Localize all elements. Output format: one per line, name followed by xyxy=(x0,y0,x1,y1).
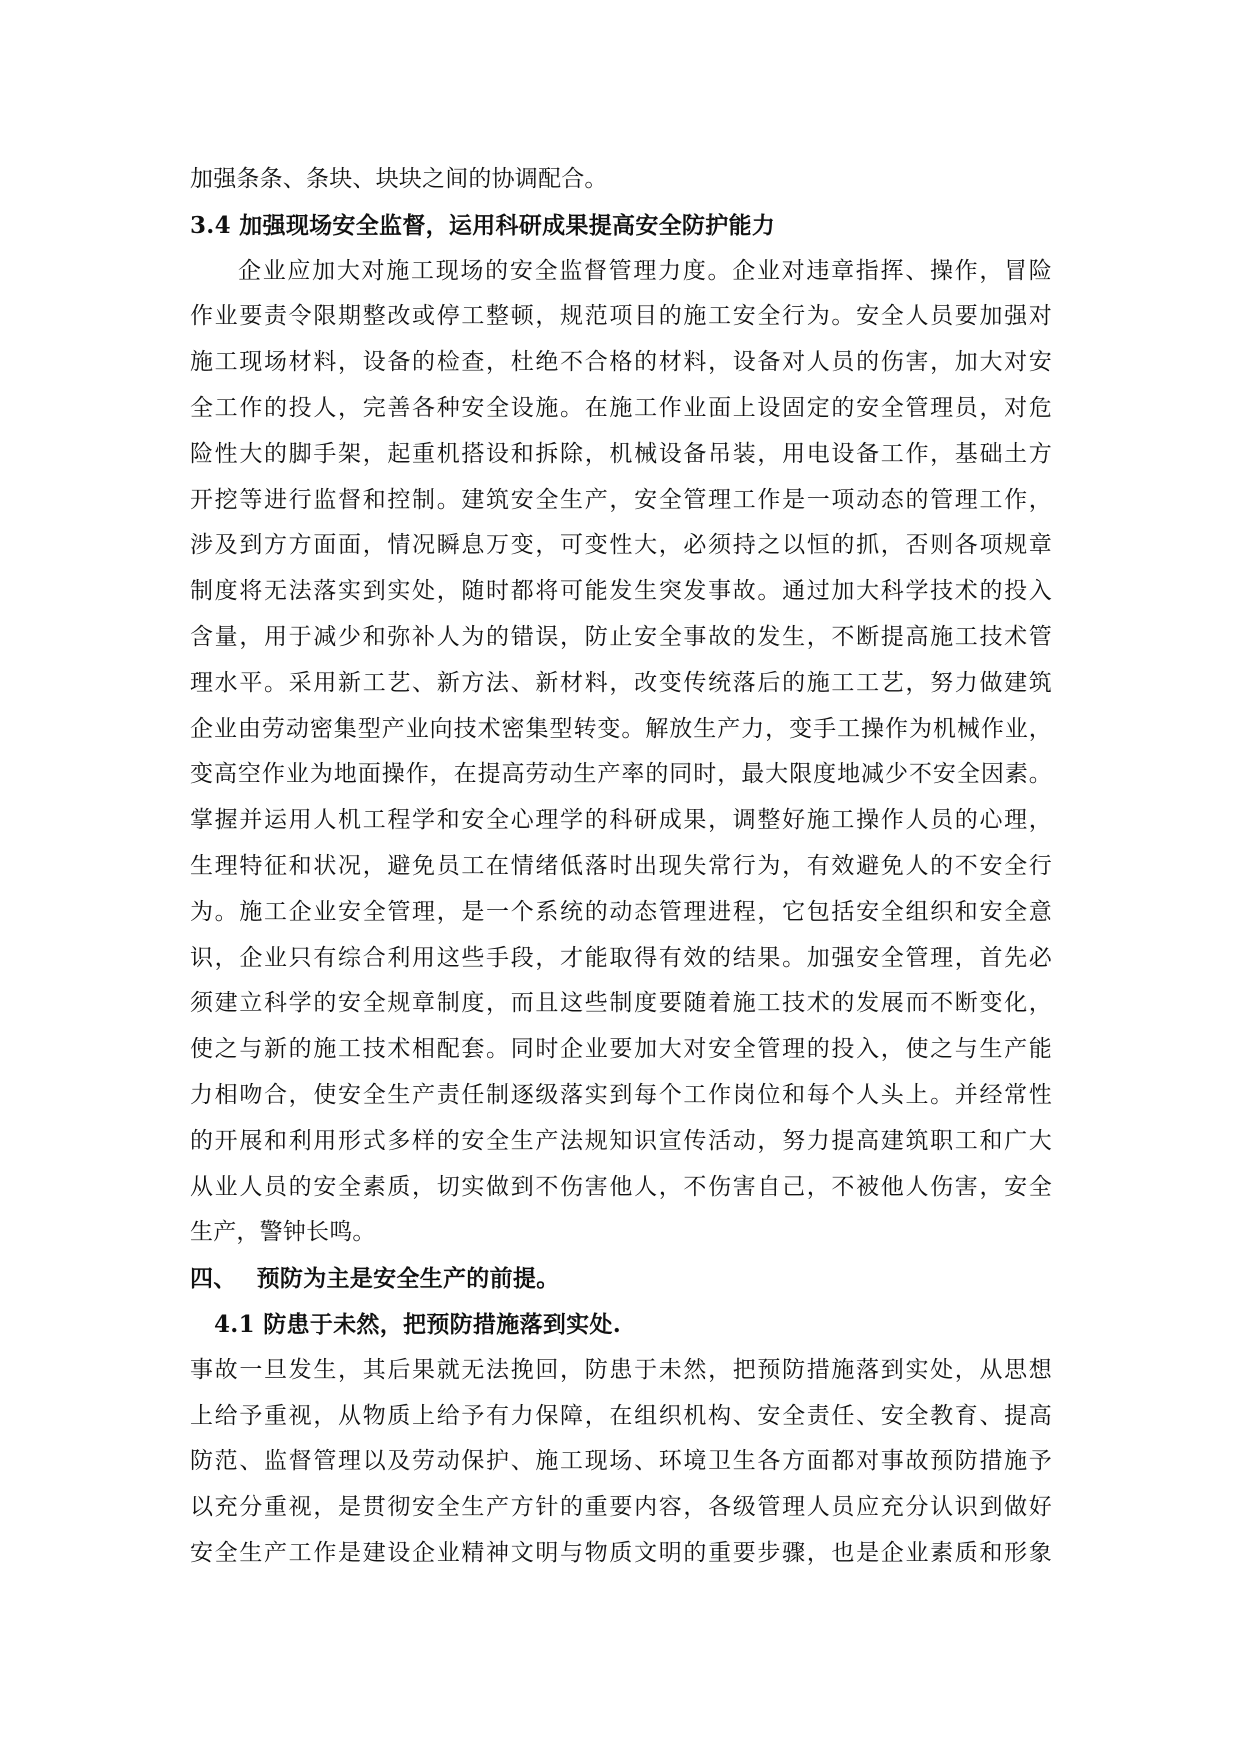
paragraph-line: 上给予重视，从物质上给予有力保障，在组织机构、安全责任、安全教育、提高 xyxy=(190,1402,1052,1429)
paragraph-line: 险性大的脚手架，起重机搭设和拆除，机械设备吊装，用电设备工作，基础土方 xyxy=(190,440,1052,467)
section-number: 四、 xyxy=(190,1265,237,1293)
paragraph-line: 从业人员的安全素质，切实做到不伤害他人，不伤害自己，不被他人伤害，安全 xyxy=(190,1173,1052,1200)
paragraph-line: 事故一旦发生，其后果就无法挽回，防患于未然，把预防措施落到实处，从思想 xyxy=(190,1356,1052,1383)
paragraph-line: 使之与新的施工技术相配套。同时企业要加大对安全管理的投入，使之与生产能 xyxy=(190,1036,1052,1063)
paragraph-line: 防范、监督管理以及劳动保护、施工现场、环境卫生各方面都对事故预防措施予 xyxy=(190,1448,1052,1475)
paragraph-line: 掌握并运用人机工程学和安全心理学的科研成果，调整好施工操作人员的心理， xyxy=(190,807,1052,834)
paragraph-line: 变高空作业为地面操作，在提高劳动生产率的同时，最大限度地减少不安全因素。 xyxy=(190,761,1052,788)
paragraph-line: 涉及到方方面面，情况瞬息万变，可变性大，必须持之以恒的抓，否则各项规章 xyxy=(190,532,1052,559)
section-heading-3-4: 3.4 加强现场安全监督，运用科研成果提高安全防护能力 xyxy=(190,211,776,239)
section-4-1-paragraph xyxy=(190,1348,1052,1577)
section-heading-4-1: 4.1 防患于未然，把预防措施落到实处. xyxy=(214,1310,622,1338)
section-heading-4 xyxy=(190,1256,1052,1302)
section-3-4-paragraph xyxy=(190,249,1052,1257)
paragraph-line: 作业要责令限期整改或停工整顿，规范项目的施工安全行为。安全人员要加强对 xyxy=(190,303,1052,330)
paragraph-line: 加强条条、条块、块块之间的协调配合。 xyxy=(190,166,608,192)
paragraph-line: 为。施工企业安全管理，是一个系统的动态管理进程，它包括安全组织和安全意 xyxy=(190,898,1052,925)
section-title: 预防为主是安全生产的前提。 xyxy=(256,1265,560,1293)
paragraph-line: 企业应加大对施工现场的安全监督管理力度。企业对违章指挥、操作，冒险 xyxy=(238,257,1052,284)
paragraph-line: 生产，警钟长鸣。 xyxy=(190,1219,376,1246)
paragraph-line: 识，企业只有综合利用这些手段，才能取得有效的结果。加强安全管理，首先必 xyxy=(190,944,1052,971)
document-page xyxy=(190,157,1052,1577)
paragraph-line: 理水平。采用新工艺、新方法、新材料，改变传统落后的施工工艺，努力做建筑 xyxy=(190,669,1052,696)
paragraph-line: 须建立科学的安全规章制度，而且这些制度要随着施工技术的发展而不断变化， xyxy=(190,990,1052,1017)
paragraph-line: 以充分重视，是贯彻安全生产方针的重要内容，各级管理人员应充分认识到做好 xyxy=(190,1494,1052,1521)
paragraph-line: 力相吻合，使安全生产责任制逐级落实到每个工作岗位和每个人头上。并经常性 xyxy=(190,1081,1052,1108)
paragraph-line: 安全生产工作是建设企业精神文明与物质文明的重要步骤，也是企业素质和形象 xyxy=(190,1539,1052,1566)
paragraph-line: 含量，用于减少和弥补人为的错误，防止安全事故的发生，不断提高施工技术管 xyxy=(190,623,1052,650)
paragraph-line: 施工现场材料，设备的检查，杜绝不合格的材料，设备对人员的伤害，加大对安 xyxy=(190,349,1052,376)
paragraph-line: 制度将无法落实到实处，随时都将可能发生突发事故。通过加大科学技术的投入 xyxy=(190,578,1052,605)
paragraph-line: 的开展和利用形式多样的安全生产法规知识宣传活动，努力提高建筑职工和广大 xyxy=(190,1127,1052,1154)
paragraph-line: 生理特征和状况，避免员工在情绪低落时出现失常行为，有效避免人的不安全行 xyxy=(190,852,1052,879)
paragraph-line: 全工作的投人，完善各种安全设施。在施工作业面上设固定的安全管理员，对危 xyxy=(190,394,1052,421)
paragraph-line: 开挖等进行监督和控制。建筑安全生产，安全管理工作是一项动态的管理工作， xyxy=(190,486,1052,513)
paragraph-line: 企业由劳动密集型产业向技术密集型转变。解放生产力，变手工操作为机械作业， xyxy=(190,715,1052,742)
